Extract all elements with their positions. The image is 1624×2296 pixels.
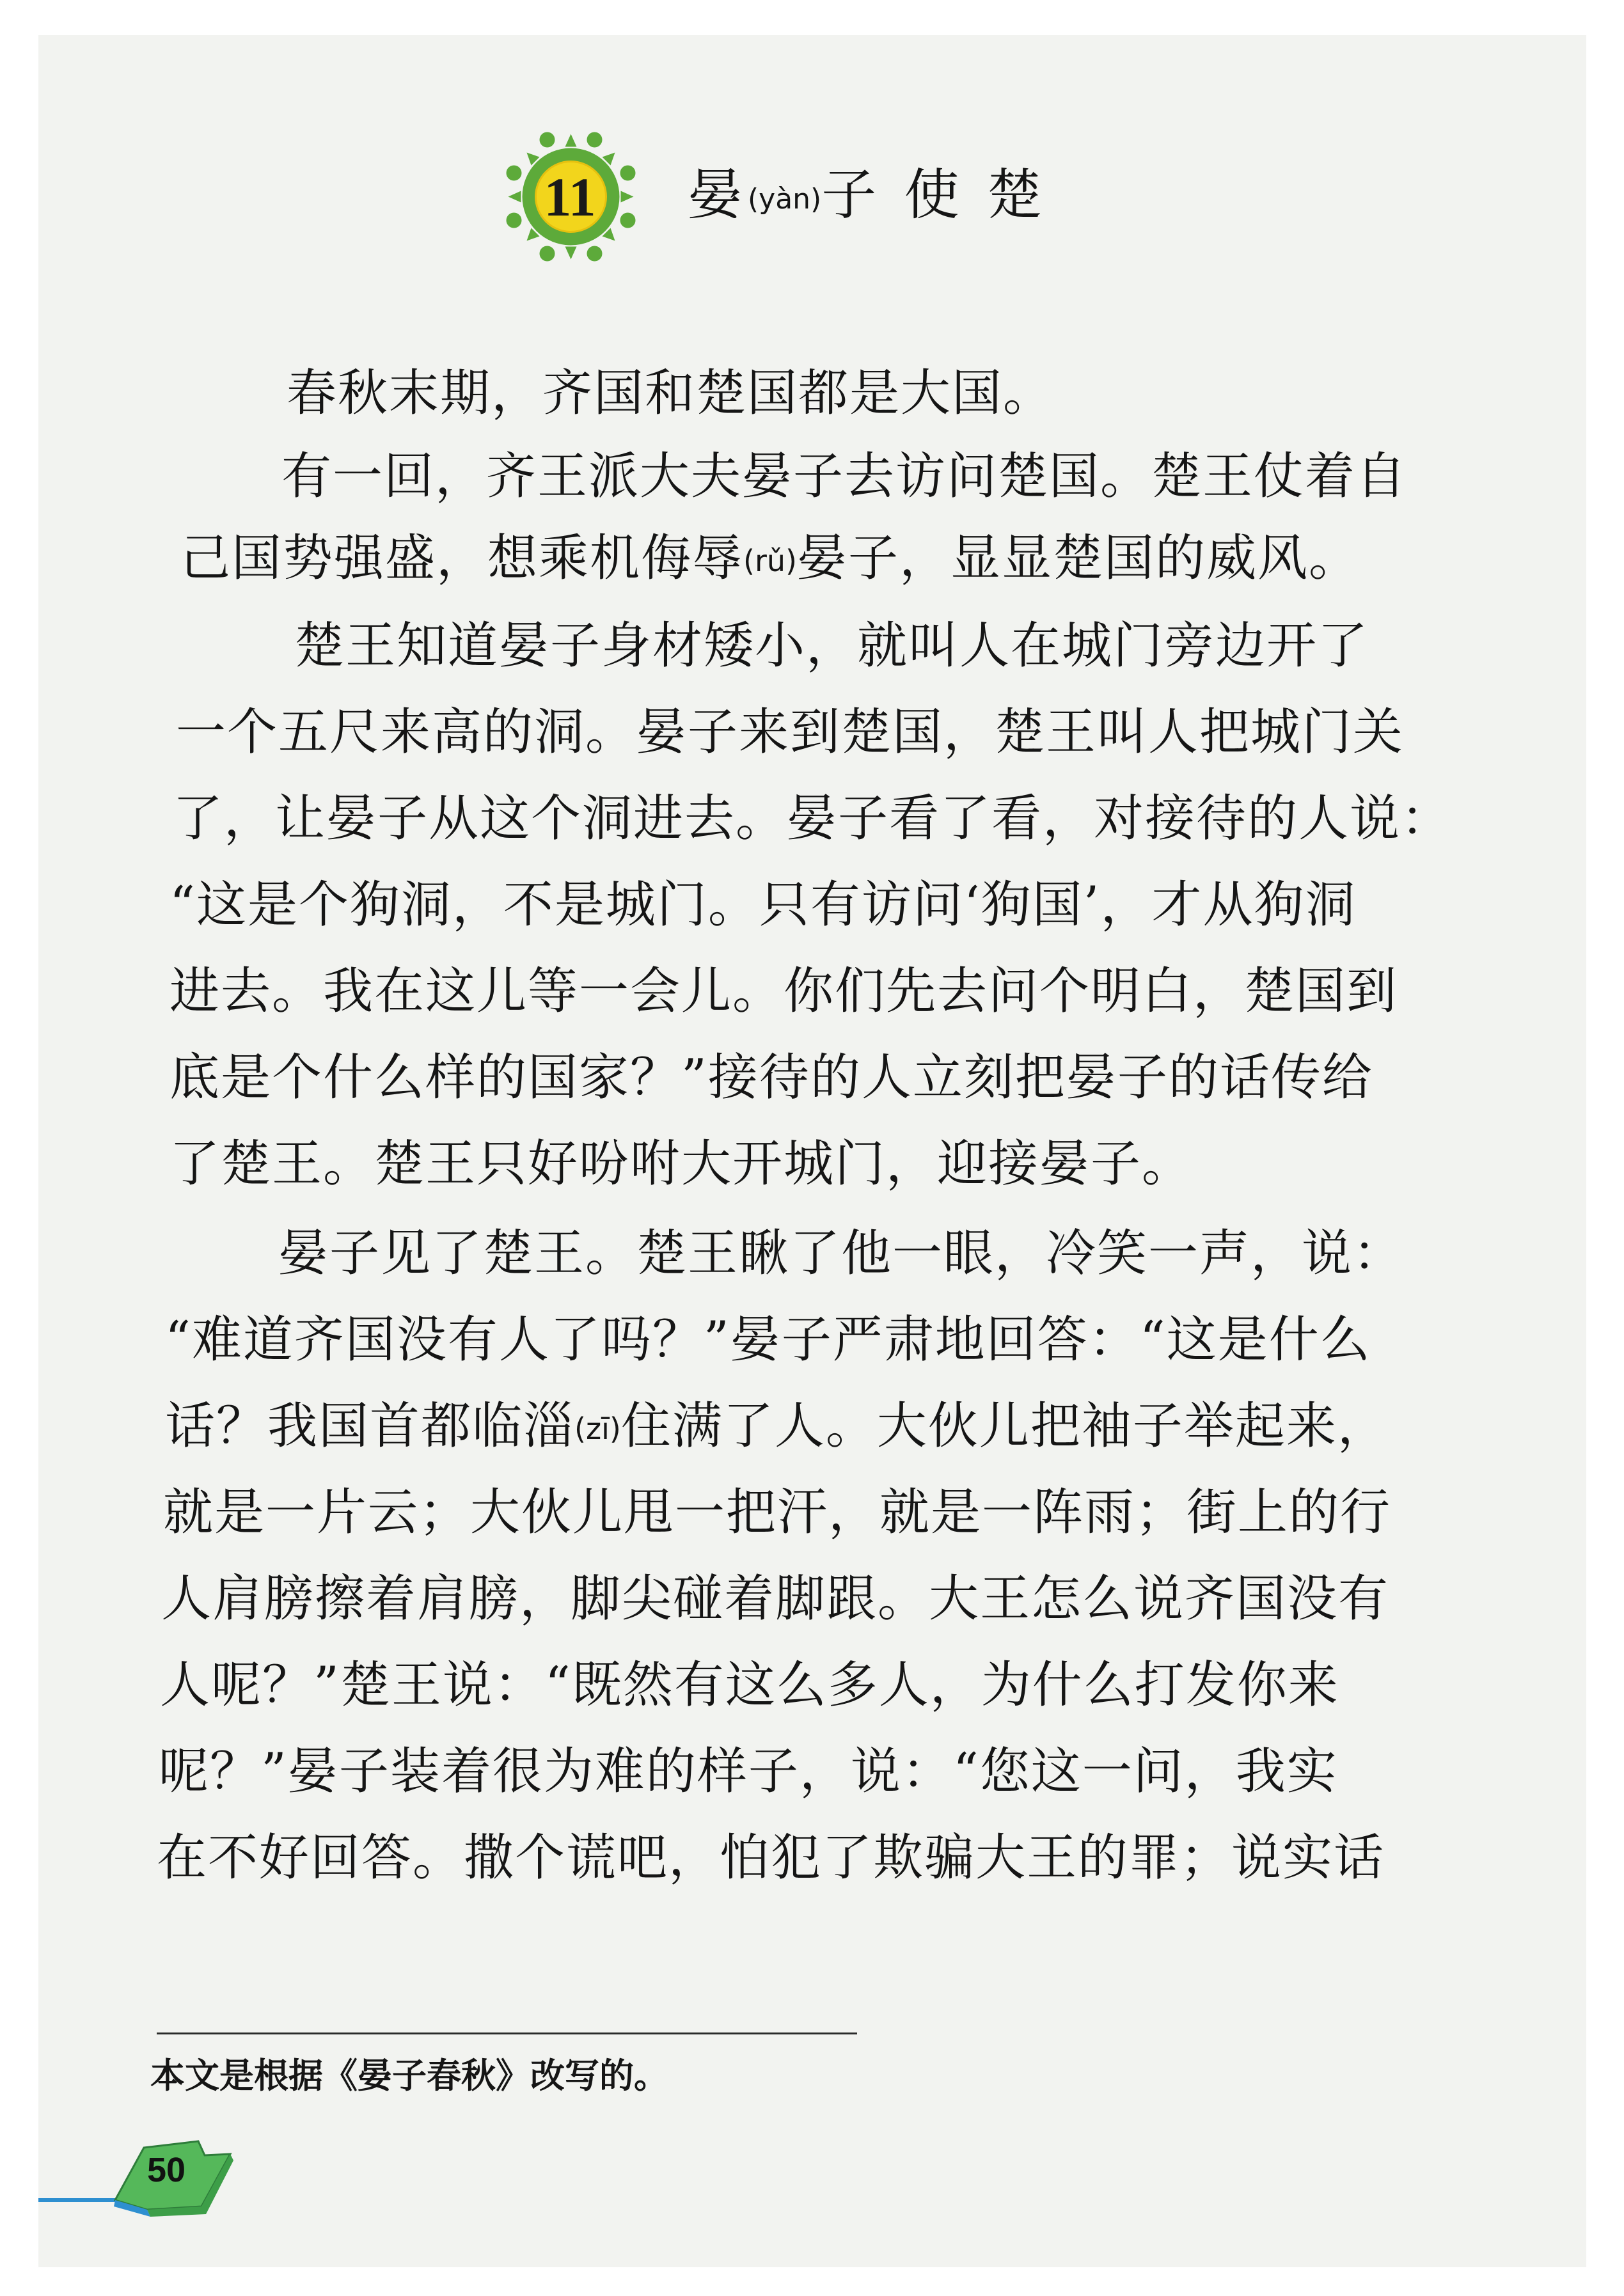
paragraph-4-line-6: 人呢？”楚王说：“既然有这么多人，为什么打发你来 (160, 1656, 1339, 1714)
p2-text-a: 己国势强盛，想乘机侮辱 (180, 530, 744, 587)
paragraph-1-line-1: 春秋末期，齐国和楚国都是大国。 (287, 365, 1055, 422)
p2-text-b: 晏子，显显楚国的威风。 (796, 530, 1360, 587)
paragraph-3-line-5: 进去。我在这儿等一会儿。你们先去问个明白，楚国到 (169, 963, 1398, 1020)
paragraph-4-line-1: 晏子见了楚王。楚王瞅了他一眼，冷笑一声，说： (278, 1225, 1405, 1282)
footnote-divider (157, 2033, 857, 2034)
paragraph-3-line-1: 楚王知道晏子身材矮小，就叫人在城门旁边开了 (294, 617, 1369, 675)
title-suffix: 子 使 楚 (821, 163, 1047, 227)
paragraph-3-line-3: 了，让晏子从这个洞进去。晏子看了看，对接待的人说： (173, 790, 1453, 847)
paragraph-3-line-6: 底是个什么样的国家？”接待的人立刻把晏子的话传给 (169, 1049, 1373, 1106)
footnote: 本文是根据《晏子春秋》改写的。 (150, 2055, 668, 2096)
paragraph-3-line-2: 一个五尺来高的洞。晏子来到楚国，楚王叫人把城门关 (176, 704, 1405, 761)
paragraph-4-line-7: 呢？”晏子装着很为难的样子，说：“您这一问，我实 (159, 1743, 1338, 1800)
paragraph-3-line-7: 了楚王。楚王只好吩咐大开城门，迎接晏子。 (169, 1135, 1194, 1193)
p4-text-a: 话？我国首都临淄 (165, 1397, 575, 1455)
paragraph-4-line-8: 在不好回答。撒个谎吧，怕犯了欺骗大王的罪；说实话 (157, 1829, 1385, 1887)
lesson-number: 11 (544, 166, 596, 228)
lesson-title (688, 157, 1047, 233)
paragraph-2-line-2 (180, 523, 1360, 596)
p4-pinyin: (zī) (574, 1411, 621, 1446)
title-prefix: 晏 (688, 163, 748, 227)
paragraph-4-line-2: “难道齐国没有人了吗？”晏子严肃地回答：“这是什么 (165, 1311, 1371, 1369)
title-pinyin: (yàn) (748, 183, 822, 216)
paragraph-4-line-3 (165, 1391, 1389, 1464)
page-number: 50 (146, 2151, 186, 2189)
p2-pinyin: (rǔ) (743, 544, 797, 578)
paragraph-4-line-4: 就是一片云；大伙儿甩一把汗，就是一阵雨；街上的行 (163, 1484, 1392, 1541)
paragraph-3-line-4: “这是个狗洞，不是城门。只有访问‘狗国’，才从狗洞 (169, 876, 1357, 934)
paragraph-2-line-1: 有一回，齐王派大夫晏子去访问楚国。楚王仗着自 (281, 448, 1408, 505)
paragraph-4-line-5: 人肩膀擦着肩膀，脚尖碰着脚跟。大王怎么说齐国没有 (161, 1570, 1390, 1628)
p4-text-b: 住满了人。大伙儿把袖子举起来， (620, 1397, 1389, 1455)
